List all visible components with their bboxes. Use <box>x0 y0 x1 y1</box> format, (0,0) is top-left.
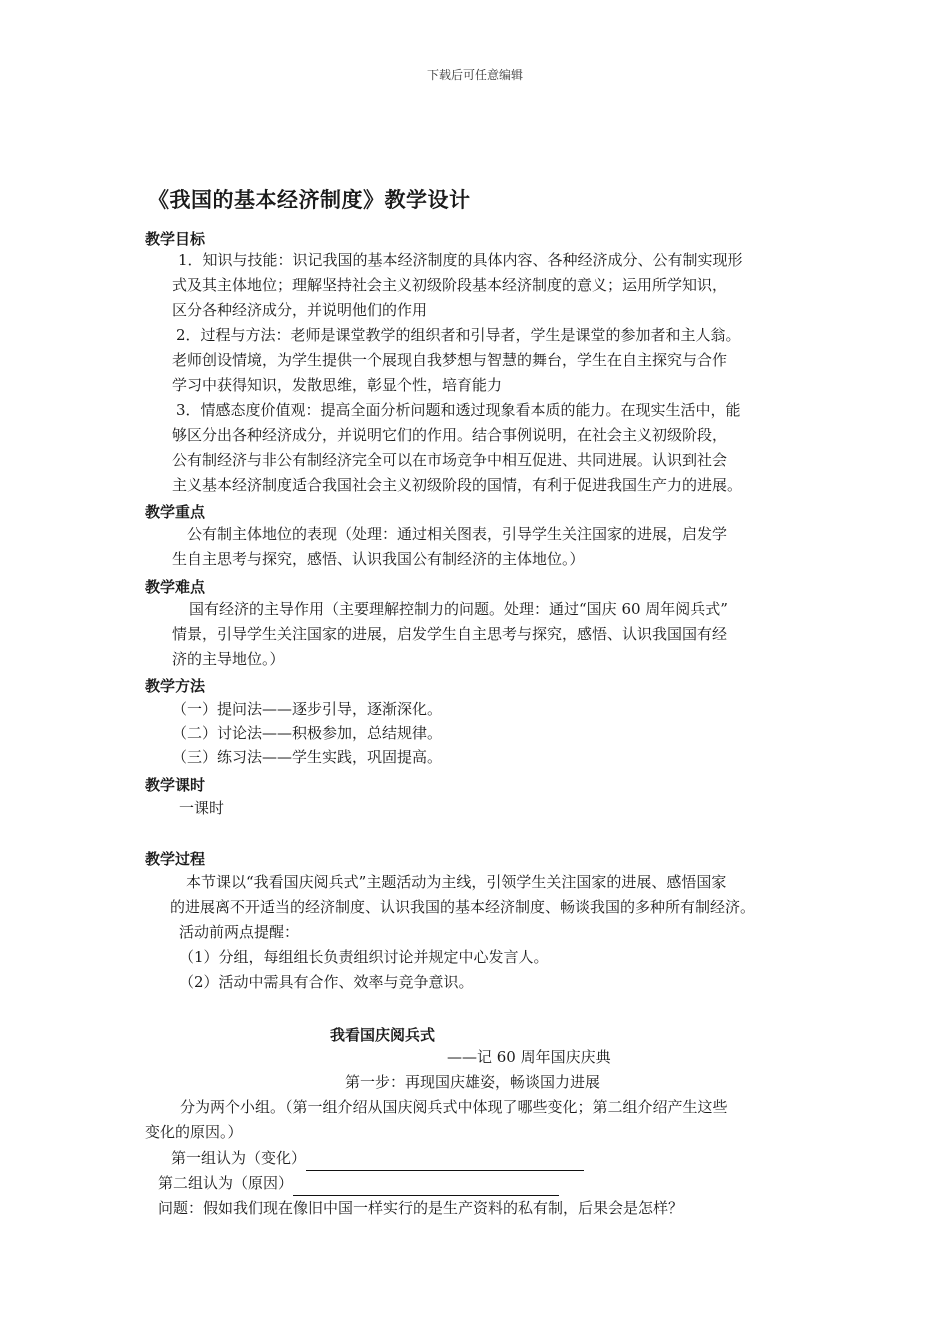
objectives-line: 公有制经济与非公有制经济完全可以在市场竞争中相互促进、共同进展。认识到社会 <box>172 451 728 469</box>
objectives-heading: 教学目标 <box>145 230 206 248</box>
objectives-line: 3．情感态度价值观：提高全面分析问题和透过现象看本质的能力。在现实生活中，能 <box>176 401 741 419</box>
activity-question: 问题：假如我们现在像旧中国一样实行的是生产资料的私有制，后果会是怎样？ <box>158 1199 684 1217</box>
methods-line: （三）练习法——学生实践，巩固提高。 <box>172 748 443 766</box>
group2-answer-blank[interactable] <box>293 1177 559 1196</box>
process-line: 本节课以“我看国庆阅兵式”主题活动为主线，引领学生关注国家的进展、感悟国家 <box>186 873 727 891</box>
activity-step: 第一步：再现国庆雄姿，畅谈国力进展 <box>345 1073 601 1091</box>
key-point-heading: 教学重点 <box>145 503 206 521</box>
activity-line: 变化的原因。） <box>145 1123 243 1141</box>
process-line: 活动前两点提醒： <box>179 923 300 941</box>
difficulty-heading: 教学难点 <box>145 578 206 596</box>
group1-row <box>171 1146 584 1171</box>
activity-title: 我看国庆阅兵式 <box>330 1026 436 1044</box>
activity-line: 分为两个小组。（第一组介绍从国庆阅兵式中体现了哪些变化；第二组介绍产生这些 <box>180 1098 728 1116</box>
key-point-line: 公有制主体地位的表现（处理：通过相关图表，引导学生关注国家的进展，启发学 <box>187 525 728 543</box>
methods-line: （一）提问法——逐步引导，逐渐深化。 <box>172 700 443 718</box>
objectives-line: 式及其主体地位；理解坚持社会主义初级阶段基本经济制度的意义；运用所学知识， <box>172 276 728 294</box>
process-line: （1）分组，每组组长负责组织讨论并规定中心发言人。 <box>179 948 549 966</box>
process-line: 的进展离不开适当的经济制度、认识我国的基本经济制度、畅谈我国的多种所有制经济。 <box>170 898 756 916</box>
activity-subtitle: ——记 60 周年国庆庆典 <box>447 1048 611 1066</box>
objectives-line: 区分各种经济成分，并说明他们的作用 <box>172 301 428 319</box>
difficulty-line: 济的主导地位。） <box>172 650 285 668</box>
group2-row <box>158 1171 559 1196</box>
objectives-line: 2．过程与方法：老师是课堂教学的组织者和引导者，学生是课堂的参加者和主人翁。 <box>176 326 741 344</box>
objectives-line: 老师创设情境，为学生提供一个展现自我梦想与智慧的舞台，学生在自主探究与合作 <box>172 351 728 369</box>
hours-heading: 教学课时 <box>145 776 206 794</box>
objectives-line: 主义基本经济制度适合我国社会主义初级阶段的国情，有利于促进我国生产力的进展。 <box>172 476 743 494</box>
key-point-line: 生自主思考与探究，感悟、认识我国公有制经济的主体地位。） <box>172 550 585 568</box>
methods-line: （二）讨论法——积极参加，总结规律。 <box>172 724 443 742</box>
methods-heading: 教学方法 <box>145 677 206 695</box>
difficulty-line: 情景，引导学生关注国家的进展，启发学生自主思考与探究，感悟、认识我国国有经 <box>172 625 728 643</box>
objectives-line: 学习中获得知识，发散思维，彰显个性，培育能力 <box>172 376 503 394</box>
difficulty-line: 国有经济的主导作用（主要理解控制力的问题。处理：通过“国庆 60 周年阅兵式” <box>189 600 728 618</box>
process-heading: 教学过程 <box>145 850 206 868</box>
group1-label: 第一组认为（变化） <box>171 1149 307 1167</box>
group1-answer-blank[interactable] <box>306 1152 584 1171</box>
page-header-note: 下载后可任意编辑 <box>426 68 523 82</box>
process-line: （2）活动中需具有合作、效率与竞争意识。 <box>179 973 474 991</box>
document-title: 《我国的基本经济制度》教学设计 <box>148 188 471 212</box>
objectives-line: 够区分出各种经济成分，并说明它们的作用。结合事例说明，在社会主义初级阶段， <box>172 426 728 444</box>
hours-value: 一课时 <box>179 799 225 817</box>
group2-label: 第二组认为（原因） <box>158 1174 294 1192</box>
objectives-line: 1．知识与技能：识记我国的基本经济制度的具体内容、各种经济成分、公有制实现形 <box>178 251 743 269</box>
